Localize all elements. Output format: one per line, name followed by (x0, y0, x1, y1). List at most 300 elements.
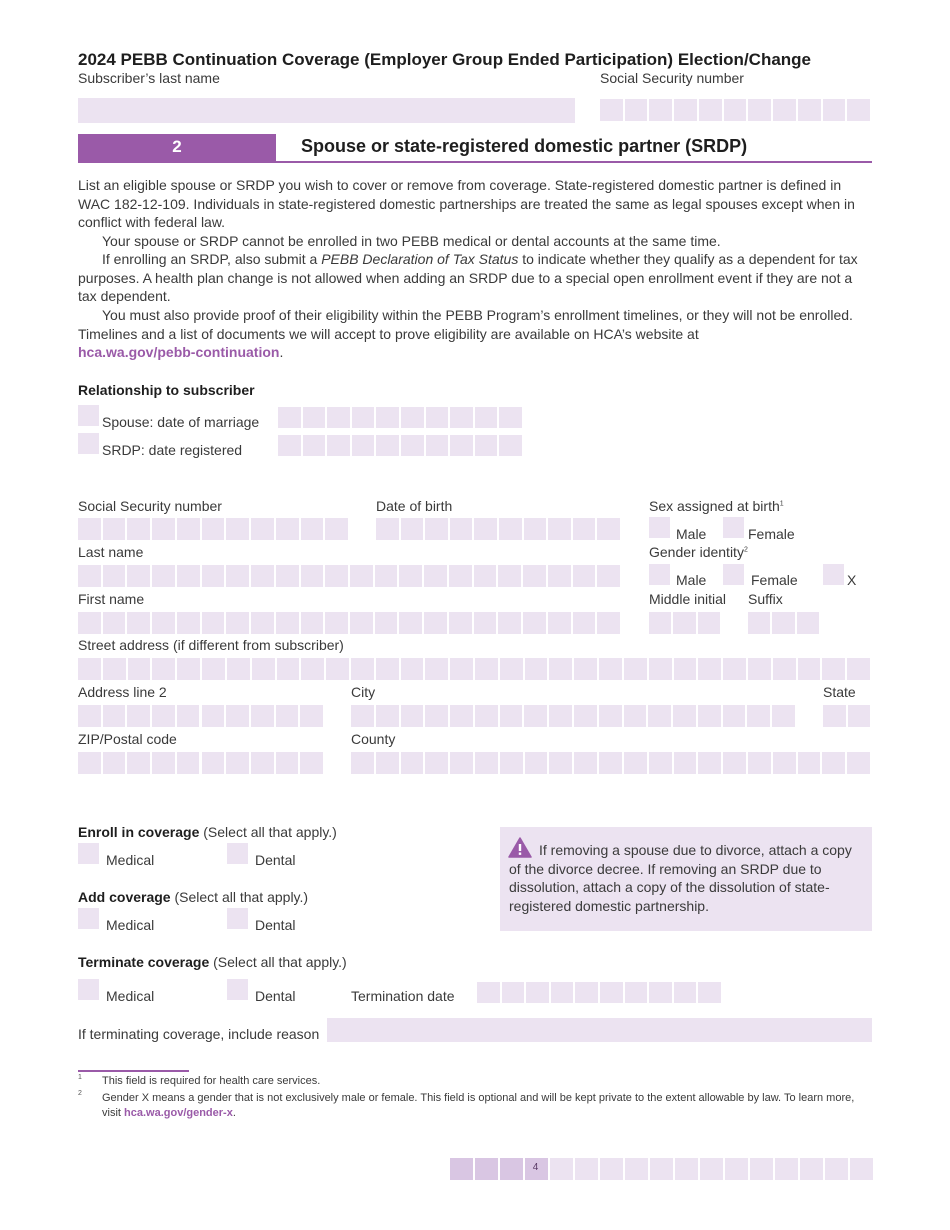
character-box (202, 565, 227, 587)
character-box (425, 518, 450, 540)
page-tracking-square (725, 1158, 748, 1180)
enroll-dental-label: Dental (255, 852, 296, 868)
character-box (401, 435, 426, 456)
character-box (376, 407, 401, 428)
character-box (474, 565, 499, 587)
page-tracking-square (775, 1158, 798, 1180)
character-box (177, 565, 202, 587)
character-box (575, 982, 600, 1003)
character-box (525, 752, 550, 774)
character-box (251, 612, 276, 634)
terminate-medical-checkbox[interactable] (78, 979, 99, 1000)
character-box (524, 705, 549, 727)
character-box (78, 658, 103, 680)
footnote-ref-1: 1 (779, 500, 784, 508)
character-box (772, 705, 797, 727)
terminate-coverage-title: Terminate coverage (78, 954, 210, 970)
srdp-date-input[interactable] (278, 435, 524, 456)
character-box (625, 982, 650, 1003)
page-tracking-square (600, 1158, 623, 1180)
character-box (278, 407, 303, 428)
character-box (251, 752, 276, 774)
character-box (498, 612, 523, 634)
character-box (202, 658, 227, 680)
character-box (226, 518, 251, 540)
character-box (499, 407, 524, 428)
character-box (475, 658, 500, 680)
character-box (152, 658, 177, 680)
address-line-2-label: Address line 2 (78, 684, 167, 700)
character-box (152, 565, 177, 587)
character-box (747, 705, 772, 727)
character-box (450, 435, 475, 456)
gender-female-label: Female (751, 572, 798, 588)
gender-female-checkbox[interactable] (723, 564, 744, 585)
page-tracking-square (650, 1158, 673, 1180)
character-box (177, 705, 202, 727)
character-box (326, 658, 351, 680)
character-box (202, 518, 227, 540)
character-box (376, 752, 401, 774)
character-box (449, 612, 474, 634)
character-box (177, 752, 202, 774)
footnote-1-mark: 1 (78, 1074, 82, 1081)
page-tracking-square (825, 1158, 848, 1180)
character-box (574, 705, 599, 727)
character-box (301, 518, 326, 540)
gender-identity-label (649, 544, 748, 560)
character-box (772, 612, 796, 634)
street-address-label: Street address (if different from subscriber) (78, 637, 344, 653)
character-box (798, 752, 823, 774)
character-box (723, 705, 748, 727)
character-box (327, 407, 352, 428)
character-box (649, 982, 674, 1003)
spouse-checkbox[interactable] (78, 405, 99, 426)
character-box (78, 565, 103, 587)
character-box (226, 752, 251, 774)
dependent-ssn-input[interactable] (78, 518, 350, 540)
add-medical-checkbox[interactable] (78, 908, 99, 929)
character-box (848, 705, 873, 727)
character-box (597, 612, 622, 634)
first-name-input[interactable] (78, 612, 622, 634)
county-label: County (351, 731, 396, 747)
character-box (822, 658, 847, 680)
footnote-2 (102, 1091, 862, 1121)
subscriber-last-name-label: Subscriber’s last name (78, 70, 220, 86)
character-box (797, 612, 821, 634)
character-box (674, 99, 699, 121)
character-box (252, 658, 277, 680)
section-rule (78, 161, 872, 163)
character-box (822, 752, 847, 774)
character-box (624, 705, 649, 727)
enroll-medical-checkbox[interactable] (78, 843, 99, 864)
enroll-coverage-title: Enroll in coverage (78, 824, 200, 840)
add-coverage-title: Add coverage (78, 889, 171, 905)
character-box (424, 612, 449, 634)
character-box (847, 99, 872, 121)
tax-status-form-name: PEBB Declaration of Tax Status (321, 251, 519, 267)
character-box (523, 612, 548, 634)
character-box (450, 407, 475, 428)
gender-x-link[interactable]: hca.wa.gov/gender-x (124, 1107, 233, 1119)
character-box (548, 518, 573, 540)
character-box (625, 99, 650, 121)
add-medical-label: Medical (106, 917, 155, 933)
footnote-2-mark: 2 (78, 1090, 82, 1097)
character-box (425, 705, 450, 727)
gender-male-checkbox[interactable] (649, 564, 670, 585)
character-box (78, 752, 103, 774)
page-tracking-square (500, 1158, 523, 1180)
character-box (549, 752, 574, 774)
character-box (673, 705, 698, 727)
character-box (376, 435, 401, 456)
character-box (698, 612, 722, 634)
character-box (103, 752, 128, 774)
gender-male-label: Male (676, 572, 707, 588)
middle-initial-input[interactable] (649, 612, 722, 634)
character-box (277, 658, 302, 680)
character-box (548, 612, 573, 634)
character-box (177, 658, 202, 680)
intro-p4-end: . (279, 344, 284, 361)
form-title: 2024 PEBB Continuation Coverage (Employer Group Ended Participation) Election/Change (78, 50, 812, 69)
character-box (78, 612, 103, 634)
pebb-continuation-link[interactable]: hca.wa.gov/pebb-continuation (78, 344, 280, 361)
character-box (475, 752, 500, 774)
character-box (351, 705, 376, 727)
character-box (399, 612, 424, 634)
county-input[interactable] (351, 752, 872, 774)
dob-input[interactable] (376, 518, 622, 540)
enroll-select-note: (Select all that apply.) (203, 824, 337, 840)
page-tracking-square (675, 1158, 698, 1180)
character-box (303, 407, 328, 428)
add-dental-checkbox[interactable] (227, 908, 248, 929)
termination-date-input[interactable] (477, 982, 723, 1003)
page-tracking-square (700, 1158, 723, 1180)
character-box (549, 705, 574, 727)
character-box (624, 658, 649, 680)
character-box (276, 705, 301, 727)
terminate-medical-label: Medical (106, 988, 155, 1004)
character-box (748, 658, 773, 680)
character-box (301, 612, 326, 634)
character-box (152, 612, 177, 634)
character-box (352, 407, 377, 428)
character-box (649, 612, 673, 634)
intro-p3-a: If enrolling an SRDP, also submit a (102, 251, 322, 267)
suffix-label: Suffix (748, 591, 783, 607)
character-box (103, 612, 128, 634)
termination-reason-input[interactable] (327, 1018, 872, 1042)
character-box (202, 752, 227, 774)
character-box (498, 565, 523, 587)
character-box (574, 658, 599, 680)
character-box (327, 435, 352, 456)
subscriber-last-name-input[interactable] (78, 98, 575, 123)
character-box (847, 752, 872, 774)
character-box (773, 99, 798, 121)
spouse-date-input[interactable] (278, 407, 524, 428)
first-name-label: First name (78, 591, 145, 607)
character-box (152, 752, 177, 774)
character-box (300, 752, 325, 774)
add-select-note: (Select all that apply.) (174, 889, 309, 905)
character-box (426, 407, 451, 428)
character-box (526, 982, 551, 1003)
city-input[interactable] (351, 705, 797, 727)
add-dental-label: Dental (255, 917, 296, 933)
footnote-2-end: . (232, 1107, 236, 1119)
character-box (549, 658, 574, 680)
srdp-date-label: SRDP: date registered (102, 442, 243, 458)
character-box (674, 752, 699, 774)
state-label: State (823, 684, 856, 700)
character-box (600, 99, 625, 121)
address-line-2-input[interactable] (78, 705, 325, 727)
character-box (499, 435, 524, 456)
character-box (325, 518, 350, 540)
footnote-1: This field is required for health care services. (102, 1075, 321, 1087)
dob-label: Date of birth (376, 498, 453, 514)
character-box (278, 435, 303, 456)
character-box (127, 565, 152, 587)
dependent-ssn-label: Social Security number (78, 498, 222, 514)
character-box (599, 705, 624, 727)
character-box (251, 565, 276, 587)
character-box (350, 612, 375, 634)
character-box (523, 565, 548, 587)
sex-male-label: Male (676, 526, 707, 542)
character-box (477, 982, 502, 1003)
character-box (748, 99, 773, 121)
character-box (251, 518, 276, 540)
enroll-coverage-heading (78, 824, 337, 840)
character-box (78, 705, 103, 727)
character-box (748, 612, 772, 634)
character-box (401, 518, 426, 540)
intro-p4-text: You must also provide proof of their eligibility within the PEBB Program’s enrollment timelines, or they will not be enrolled. Timelines and a list of documents we will accept to prove eligibility are available on HCA’s website at (78, 307, 853, 342)
page-tracking-square (475, 1158, 498, 1180)
zip-label: ZIP/Postal code (78, 731, 177, 747)
footnote-rule (78, 1070, 189, 1072)
character-box (597, 518, 622, 540)
section-number: 2 (172, 137, 182, 156)
terminate-coverage-heading (78, 954, 347, 970)
footnote-ref-2: 2 (743, 546, 748, 554)
character-box (450, 752, 475, 774)
character-box (698, 705, 723, 727)
character-box (401, 658, 426, 680)
character-box (548, 565, 573, 587)
character-box (724, 99, 749, 121)
character-box (226, 565, 251, 587)
spouse-date-label: Spouse: date of marriage (102, 414, 260, 430)
city-label: City (351, 684, 376, 700)
character-box (127, 612, 152, 634)
character-box (177, 612, 202, 634)
intro-paragraph-2: Your spouse or SRDP cannot be enrolled in two PEBB medical or dental accounts at the same time. (102, 233, 721, 249)
page-tracking-square (625, 1158, 648, 1180)
character-box (103, 565, 128, 587)
character-box (401, 705, 426, 727)
character-box (127, 752, 152, 774)
character-box (352, 435, 377, 456)
character-box (500, 658, 525, 680)
character-box (303, 435, 328, 456)
character-box (674, 658, 699, 680)
srdp-checkbox[interactable] (78, 433, 99, 454)
enroll-medical-label: Medical (106, 852, 155, 868)
character-box (301, 565, 326, 587)
character-box (376, 658, 401, 680)
character-box (823, 705, 848, 727)
page-tracking-square (850, 1158, 873, 1180)
character-box (573, 612, 598, 634)
character-box (673, 612, 697, 634)
relationship-heading: Relationship to subscriber (78, 382, 255, 398)
middle-initial-label: Middle initial (649, 591, 727, 607)
character-box (226, 612, 251, 634)
character-box (350, 565, 375, 587)
terminate-select-note: (Select all that apply.) (213, 954, 347, 970)
character-box (401, 752, 426, 774)
sex-female-checkbox[interactable] (723, 517, 744, 538)
character-box (325, 565, 350, 587)
last-name-label: Last name (78, 544, 144, 560)
character-box (152, 518, 177, 540)
character-box (177, 518, 202, 540)
character-box (375, 612, 400, 634)
state-input[interactable] (823, 705, 872, 727)
character-box (723, 752, 748, 774)
character-box (798, 99, 823, 121)
character-box (798, 658, 823, 680)
character-box (450, 705, 475, 727)
character-box (376, 705, 401, 727)
character-box (425, 752, 450, 774)
character-box (276, 612, 301, 634)
character-box (475, 407, 500, 428)
sex-at-birth-label (649, 498, 784, 514)
character-box (128, 658, 153, 680)
character-box (698, 752, 723, 774)
gender-x-label: X (847, 572, 857, 588)
character-box (474, 612, 499, 634)
character-box (475, 705, 500, 727)
character-box (401, 407, 426, 428)
section-title: Spouse or state-registered domestic partner (SRDP) (301, 136, 748, 156)
character-box (847, 658, 872, 680)
character-box (426, 435, 451, 456)
character-box (375, 565, 400, 587)
intro-p3-b: to indicate whether they qualify as a dependent for tax purposes. A health plan change is not allowed when adding an SRDP due to a special open enrollment event if they are not a tax dependent. (78, 251, 858, 305)
character-box (748, 752, 773, 774)
termination-reason-label: If terminating coverage, include reason (78, 1026, 320, 1042)
character-box (300, 705, 325, 727)
character-box (573, 518, 598, 540)
subscriber-ssn-input[interactable] (600, 99, 872, 121)
intro-paragraph-1: List an eligible spouse or SRDP you wish to cover or remove from coverage. State-registered domestic partner is defined in WAC 182-12-109. Individuals in state-registered domestic partnerships are treated the same as legal spouses except when in conflict with federal law. (78, 177, 855, 231)
character-box (301, 658, 326, 680)
character-box (574, 752, 599, 774)
character-box (525, 658, 550, 680)
character-box (649, 99, 674, 121)
character-box (351, 752, 376, 774)
page-tracking-square (550, 1158, 573, 1180)
character-box (103, 518, 128, 540)
intro-paragraph-3 (78, 250, 874, 306)
intro-paragraph-4 (78, 306, 874, 362)
character-box (674, 982, 699, 1003)
character-box (474, 518, 499, 540)
sex-male-checkbox[interactable] (649, 517, 670, 538)
character-box (599, 658, 624, 680)
character-box (475, 435, 500, 456)
character-box (624, 752, 649, 774)
character-box (524, 518, 549, 540)
character-box (500, 705, 525, 727)
character-box (573, 565, 598, 587)
character-box (226, 705, 251, 727)
character-box (276, 518, 301, 540)
character-box (649, 658, 674, 680)
add-coverage-heading (78, 889, 308, 905)
character-box (325, 612, 350, 634)
page-tracking-strip (450, 1158, 870, 1180)
last-name-input[interactable] (78, 565, 622, 587)
character-box (500, 752, 525, 774)
character-box (723, 658, 748, 680)
character-box (351, 658, 376, 680)
gender-x-checkbox[interactable] (823, 564, 844, 585)
character-box (450, 658, 475, 680)
zip-input[interactable] (78, 752, 325, 774)
character-box (376, 518, 401, 540)
sex-female-label: Female (748, 526, 795, 542)
character-box (103, 705, 128, 727)
page-tracking-square (800, 1158, 823, 1180)
character-box (276, 565, 301, 587)
character-box (276, 752, 301, 774)
gender-identity-text: Gender identity (649, 544, 744, 560)
character-box (251, 705, 276, 727)
subscriber-ssn-label: Social Security number (600, 70, 744, 86)
character-box (424, 565, 449, 587)
sex-at-birth-text: Sex assigned at birth (649, 498, 780, 514)
suffix-input[interactable] (748, 612, 821, 634)
character-box (103, 658, 128, 680)
character-box (648, 705, 673, 727)
character-box (499, 518, 524, 540)
street-address-input[interactable] (78, 658, 872, 680)
character-box (152, 705, 177, 727)
character-box (551, 982, 576, 1003)
page-tracking-square (575, 1158, 598, 1180)
character-box (773, 752, 798, 774)
character-box (698, 658, 723, 680)
enroll-dental-checkbox[interactable] (227, 843, 248, 864)
character-box (78, 518, 103, 540)
character-box (600, 982, 625, 1003)
terminate-dental-checkbox[interactable] (227, 979, 248, 1000)
character-box (450, 518, 475, 540)
character-box (823, 99, 848, 121)
